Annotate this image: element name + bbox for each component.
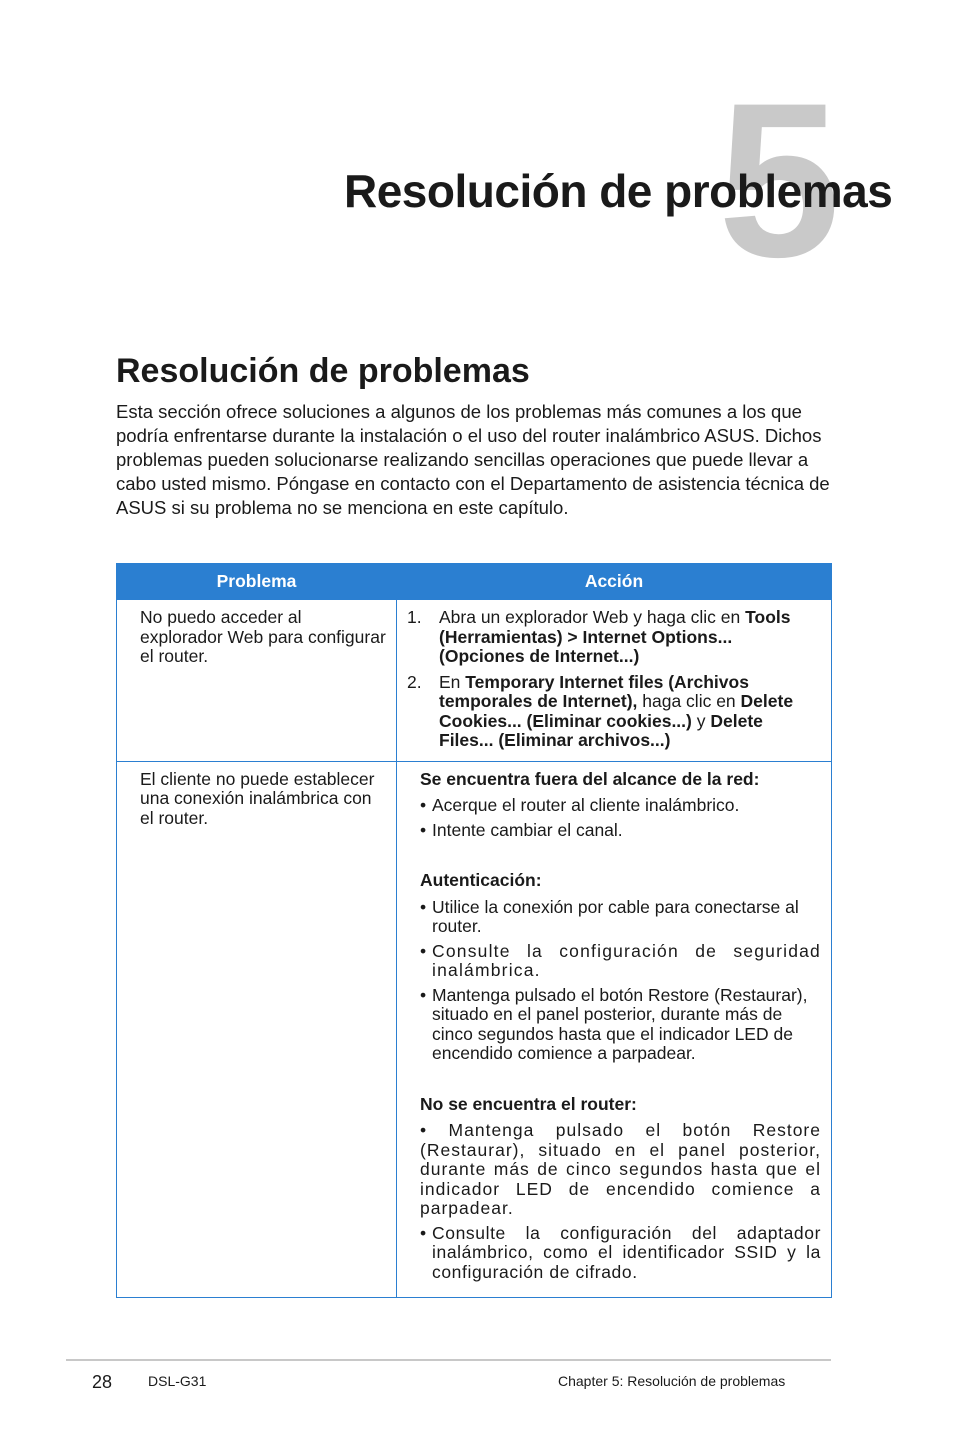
bullet-icon: • [420, 1120, 428, 1140]
bullet-icon: • [420, 795, 427, 815]
group-heading: Se encuentra fuera del alcance de la red: [420, 768, 760, 789]
step-text: Abra un explorador Web y haga clic en [439, 607, 741, 627]
step-number: 1. [407, 607, 422, 627]
bullet-icon: • [420, 819, 427, 840]
step-text: y [696, 710, 706, 731]
bullet-icon: • [420, 984, 427, 1005]
list-item [420, 1121, 821, 1219]
problem-cell [117, 761, 397, 1298]
bullet-icon: • [420, 1222, 427, 1243]
action-cell [397, 761, 832, 1298]
chapter-title: Resolución de problemas [344, 165, 893, 217]
item-text: Consulte la configuración de seguridad inalámbrica. [432, 940, 821, 980]
list-item [420, 986, 821, 1064]
step-temp-files: Temporary Internet files (Archivos temporales de Internet), [439, 671, 749, 711]
section-title: Resolución de problemas [116, 352, 530, 390]
item-text: Mantenga pulsado el botón Restore (Restaurar), situado en el panel posterior, durante más de cinco segundos hasta que el indicador LED de encendido comience a parpadear. [420, 1120, 821, 1218]
steps-list [407, 608, 821, 751]
chapter-footer: Chapter 5: Resolución de problemas [558, 1373, 786, 1389]
step-text: haga clic en [642, 691, 736, 711]
problem-cell [117, 600, 397, 762]
footer-divider [66, 1359, 831, 1361]
spacer [420, 845, 821, 871]
bullet-icon: • [420, 940, 428, 961]
table-row [117, 761, 832, 1298]
step-delete-files: Delete Files... (Eliminar archivos...) [439, 710, 763, 750]
chapter-number: 5 [718, 57, 841, 303]
bullet-icon: • [420, 896, 427, 917]
item-text: Consulte la configuración del adaptador inalámbrico, como el identificador SSID y la configuración de cifrado. [432, 1222, 821, 1282]
intro-paragraph: Esta sección ofrece soluciones a algunos de los problemas más comunes a los que podría enfrentarse durante la instalación o el uso del router inalámbrico ASUS. Dichos problemas pueden solucionarse realizando sencillas operaciones que puede llevar a cabo usted mismo. Póngase en contacto con el Departamento de asistencia técnica de ASUS si su problema no se menciona en este capítulo. [116, 401, 830, 518]
step-delete-cookies: Delete Cookies... (Eliminar cookies...) [439, 691, 794, 731]
item-text: Intente cambiar el canal. [432, 819, 623, 840]
list-item [420, 898, 821, 937]
header-action: Acción [397, 564, 832, 600]
problem-text: El cliente no puede establecer una conexión inalámbrica con el router. [140, 768, 375, 828]
item-text: Acerque el router al cliente inalámbrico. [432, 795, 740, 815]
step-text: En [439, 671, 461, 692]
group-heading: Autenticación: [420, 870, 542, 890]
problem-text: No puedo acceder al explorador Web para configurar el router. [140, 607, 386, 666]
list-item [420, 821, 821, 841]
troubleshooting-table [116, 563, 832, 1298]
model-name: DSL-G31 [148, 1373, 207, 1389]
list-item [420, 796, 821, 816]
table-header-row [117, 564, 832, 600]
step-item [407, 673, 821, 751]
step-number: 2. [407, 671, 422, 692]
step-item [407, 608, 821, 667]
list-item [420, 1224, 821, 1283]
spacer [420, 1069, 821, 1095]
list-item [420, 942, 821, 981]
item-text: Mantenga pulsado el botón Restore (Restaurar), situado en el panel posterior, durante más de cinco segundos hasta que el indicador LED de encendido comience a parpadear. [432, 984, 808, 1063]
page-number: 28 [92, 1372, 113, 1392]
group-heading: No se encuentra el router: [420, 1093, 637, 1114]
table-row [117, 600, 832, 762]
step-menu-path: Tools (Herramientas) > Internet Options... (Opciones de Internet...) [439, 607, 791, 666]
item-text: Utilice la conexión por cable para conectarse al router. [432, 896, 799, 936]
header-problem: Problema [117, 564, 397, 600]
action-cell [397, 600, 832, 762]
